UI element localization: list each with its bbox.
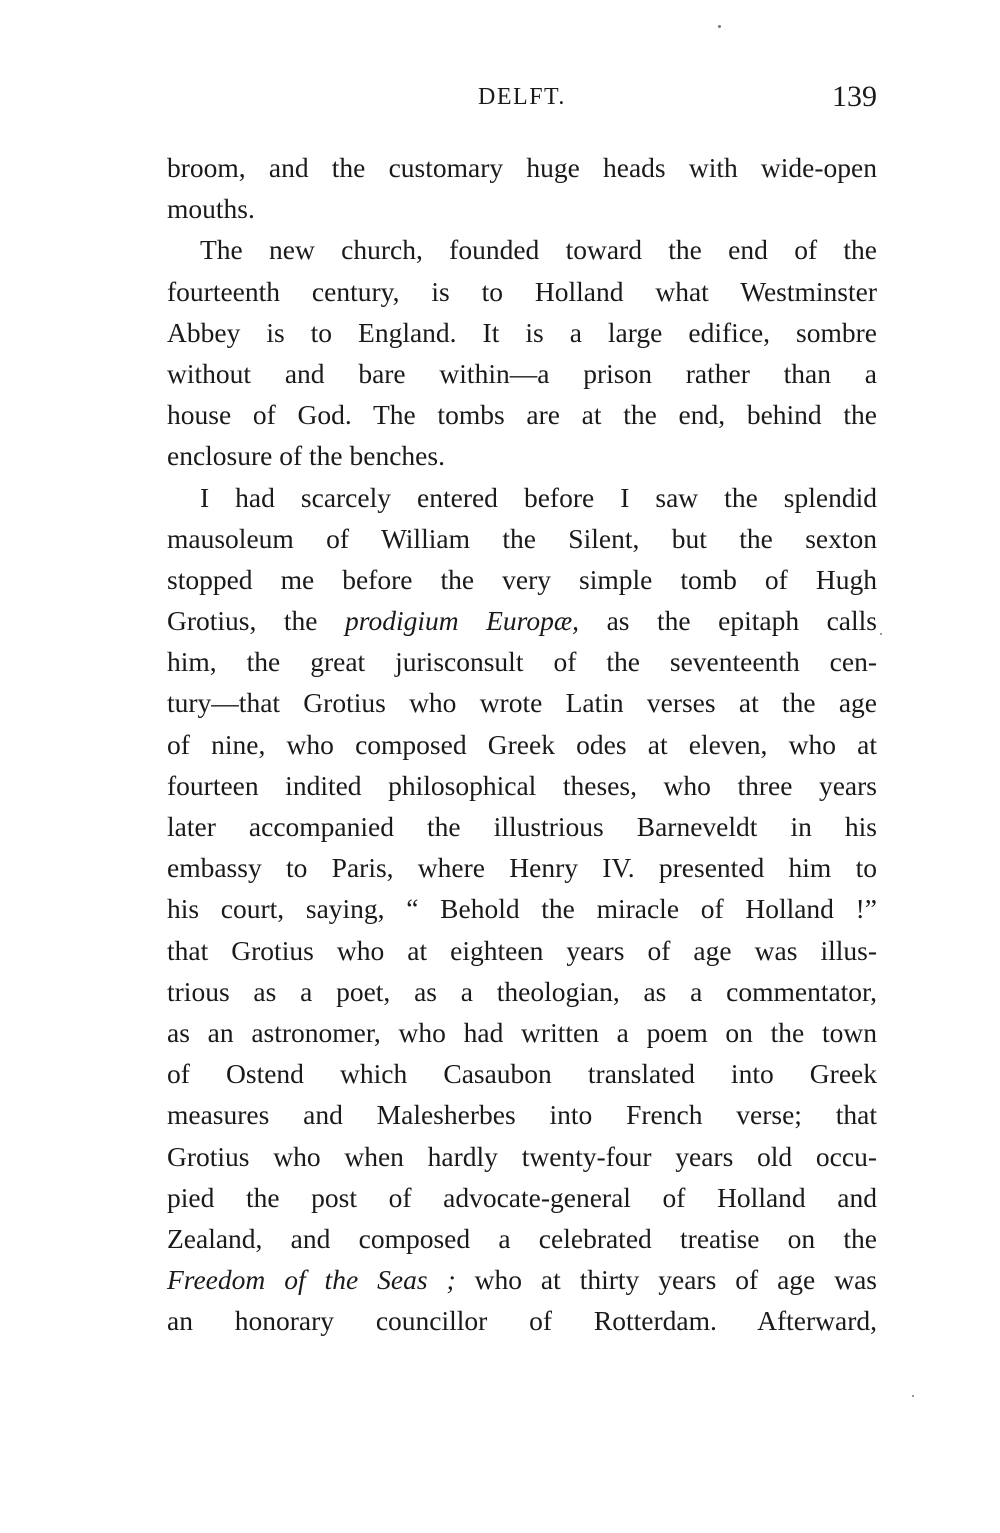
text-line: fourteen indited philosophical theses, who three years <box>167 769 877 801</box>
text-line: Grotius who when hardly twenty-four years old occu- <box>167 1140 877 1172</box>
text-line-with-italic <box>167 1259 877 1300</box>
body-text <box>167 147 877 1341</box>
scan-speck <box>912 1395 914 1397</box>
text-line: measures and Malesherbes into French verse; that <box>167 1099 877 1131</box>
italic-phrase: prodigium Europæ, <box>345 605 580 637</box>
running-title: DELFT. <box>478 84 566 110</box>
text-line: of nine, who composed Greek odes at eleven, who at <box>167 728 877 760</box>
text-line: later accompanied the illustrious Barneveldt in his <box>167 811 877 842</box>
text-line: that Grotius who at eighteen years of age was illus- <box>167 934 877 966</box>
text-line: Zealand, and composed a celebrated treatise on the <box>167 1222 877 1254</box>
text-line: fourteenth century, is to Holland what Westminster <box>167 275 877 307</box>
line-part: who at thirty years of age was <box>455 1264 877 1296</box>
text-line: trious as a poet, as a theologian, as a commentator, <box>167 975 877 1007</box>
text-line: mausoleum of William the Silent, but the sexton <box>167 522 877 554</box>
text-line: enclosure of the benches. <box>167 440 445 472</box>
text-line: embassy to Paris, where Henry IV. presented him to <box>167 852 877 884</box>
paragraph-first-line: I had scarcely entered before I saw the splendid <box>200 481 877 513</box>
text-line: house of God. The tombs are at the end, behind the <box>167 399 877 431</box>
text-line: pied the post of advocate-general of Holland and <box>167 1181 877 1213</box>
italic-phrase: Freedom of the Seas ; <box>167 1264 456 1296</box>
line-part: Grotius, the <box>167 605 346 637</box>
text-line: broom, and the customary huge heads with wide-open <box>167 152 877 183</box>
text-line: an honorary councillor of Rotterdam. Afterward, <box>167 1305 877 1337</box>
text-line: without and bare within—a prison rather than a <box>167 357 877 389</box>
text-line: him, the great jurisconsult of the seventeenth cen- <box>167 646 877 678</box>
running-head <box>167 80 877 116</box>
scan-speck <box>880 633 882 635</box>
text-line: Abbey is to England. It is a large edifice, sombre <box>167 316 877 348</box>
text-line: tury—that Grotius who wrote Latin verses at the age <box>167 687 877 719</box>
text-line: as an astronomer, who had written a poem on the town <box>167 1016 877 1048</box>
scan-speck <box>718 25 721 28</box>
paragraph-first-line: The new church, founded toward the end of the <box>200 234 877 266</box>
page-number: 139 <box>832 80 877 113</box>
text-line: mouths. <box>167 193 255 225</box>
line-part: as the epitaph calls <box>579 605 877 637</box>
text-line: of Ostend which Casaubon translated into Greek <box>167 1058 877 1090</box>
text-line-with-italic <box>167 600 877 641</box>
text-line: his court, saying, “ Behold the miracle of Holland !” <box>167 893 877 925</box>
text-line: stopped me before the very simple tomb of Hugh <box>167 563 877 595</box>
